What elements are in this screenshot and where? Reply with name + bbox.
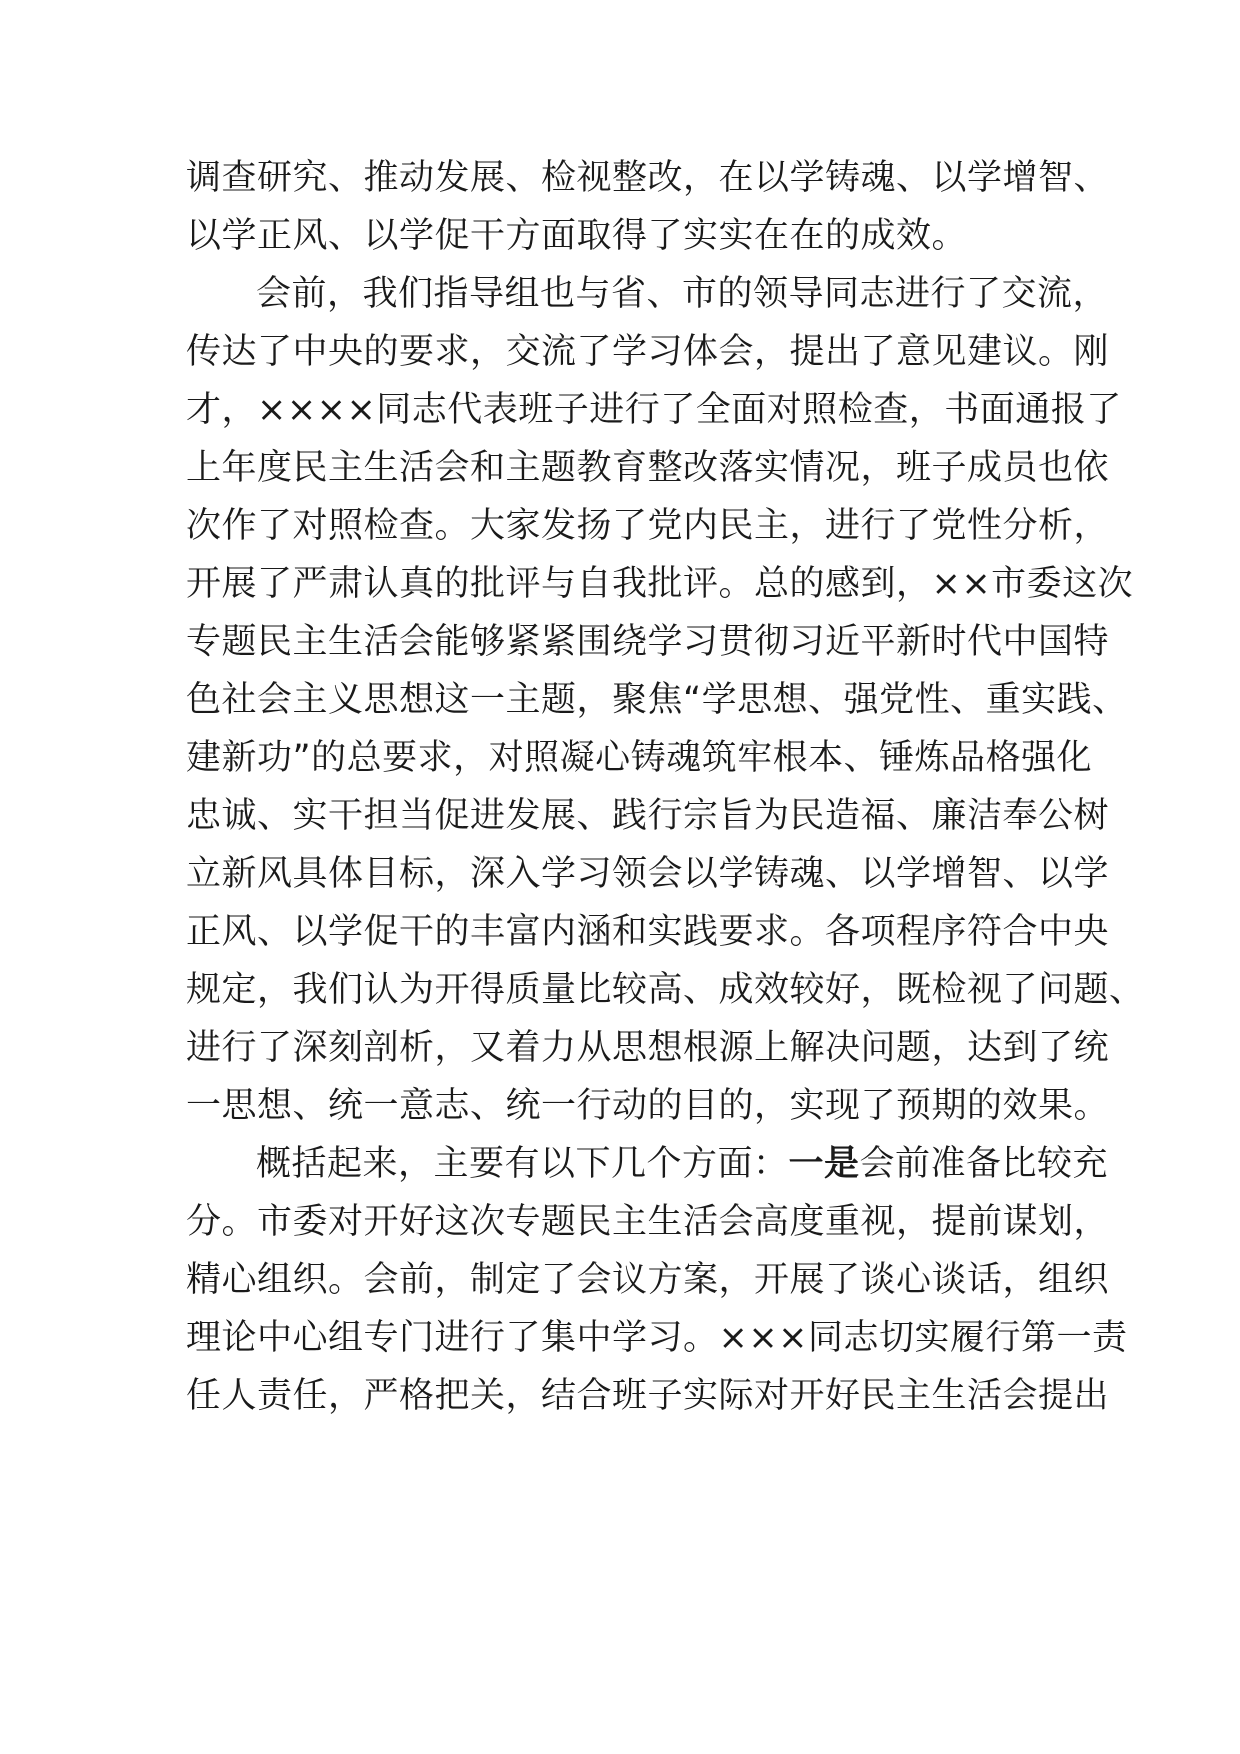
paragraph-line: 正风、以学促干的丰富内涵和实践要求。各项程序符合中央	[186, 912, 1110, 952]
paragraph-line: 分。市委对开好这次专题民主生活会高度重视，提前谋划，	[186, 1202, 1110, 1242]
paragraph-line: 以学正风、以学促干方面取得了实实在在的成效。	[186, 216, 968, 256]
paragraph-line: 专题民主生活会能够紧紧围绕学习贯彻习近平新时代中国特	[186, 622, 1110, 662]
summary-rest-text: 会前准备比较充	[859, 1144, 1109, 1184]
paragraph-line: 一思想、统一意志、统一行动的目的，实现了预期的效果。	[186, 1086, 1110, 1126]
paragraph-line: 理论中心组专门进行了集中学习。×××同志切实履行第一责	[186, 1318, 1128, 1358]
paragraph-line: 上年度民主生活会和主题教育整改落实情况，班子成员也依	[186, 448, 1110, 488]
paragraph-line: 会前，我们指导组也与省、市的领导同志进行了交流，	[256, 274, 1109, 314]
paragraph-line: 任人责任，严格把关，结合班子实际对开好民主生活会提出	[186, 1376, 1110, 1416]
paragraph-line: 忠诚、实干担当促进发展、践行宗旨为民造福、廉洁奉公树	[186, 796, 1110, 836]
emphasis-text: 一是	[788, 1144, 860, 1184]
paragraph-line: 精心组织。会前，制定了会议方案，开展了谈心谈话，组织	[186, 1260, 1110, 1300]
paragraph-line: 立新风具体目标，深入学习领会以学铸魂、以学增智、以学	[186, 854, 1110, 894]
paragraph-line: 调查研究、推动发展、检视整改，在以学铸魂、以学增智、	[186, 158, 1110, 198]
paragraph-line: 次作了对照检查。大家发扬了党内民主，进行了党性分析，	[186, 506, 1110, 546]
paragraph-line: 色社会主义思想这一主题，聚焦“学思想、强党性、重实践、	[186, 680, 1128, 720]
paragraph-line: 传达了中央的要求，交流了学习体会，提出了意见建议。刚	[186, 332, 1110, 372]
summary-lead-text: 概括起来，主要有以下几个方面：	[256, 1144, 789, 1184]
paragraph-line: 规定，我们认为开得质量比较高、成效较好，既检视了问题、	[186, 970, 1145, 1010]
paragraph-line: 开展了严肃认真的批评与自我批评。总的感到，××市委这次	[186, 564, 1134, 604]
summary-line	[256, 1144, 1108, 1184]
paragraph-line: 进行了深刻剖析，又着力从思想根源上解决问题，达到了统	[186, 1028, 1110, 1068]
paragraph-line: 建新功”的总要求，对照凝心铸魂筑牢根本、锤炼品格强化	[186, 738, 1093, 778]
paragraph-line: 才，××××同志代表班子进行了全面对照检查，书面通报了	[186, 390, 1122, 430]
